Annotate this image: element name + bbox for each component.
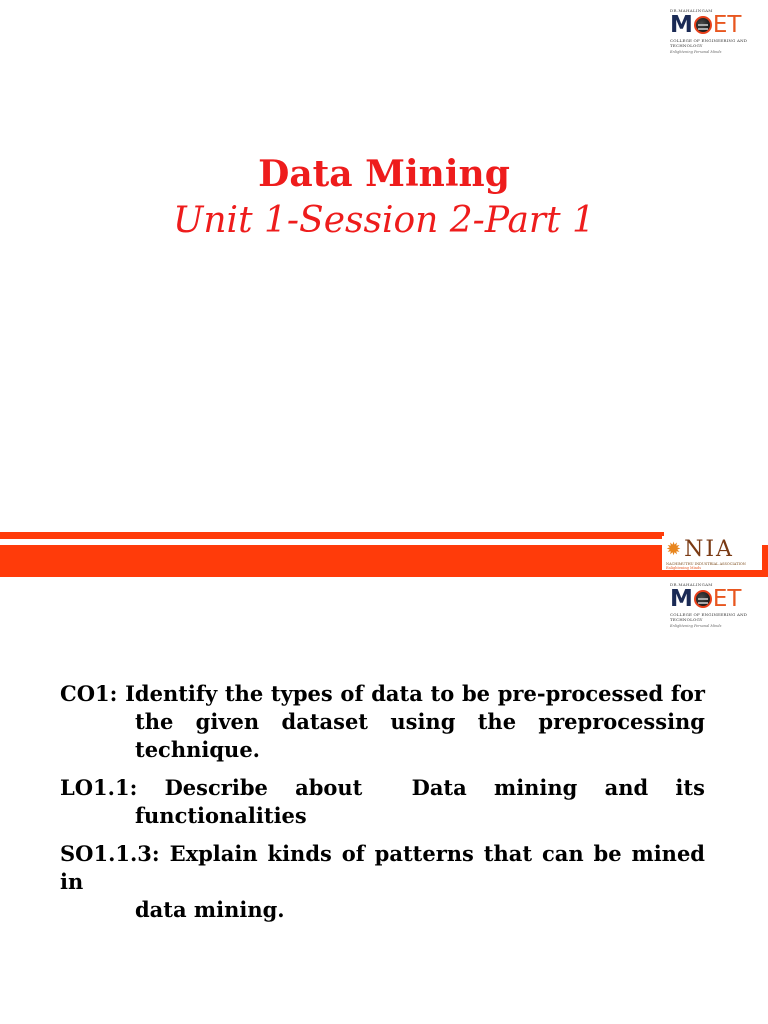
co1-line-3: technique.	[135, 737, 260, 762]
mcet-logo-tagline: Enlightening Personal Minds	[670, 624, 722, 628]
title-block	[0, 150, 768, 244]
lo11-word: LO1.1:	[60, 775, 138, 800]
mcet-logo-wordmark	[670, 13, 756, 37]
mcet-logo-et: ET	[712, 586, 742, 612]
nia-logo-wordmark	[666, 539, 762, 561]
nia-logo-text: NIA	[684, 537, 734, 562]
mcet-logo-m: M	[670, 586, 693, 612]
lo11-word: mining	[493, 775, 578, 800]
lo11-word: Data	[411, 775, 467, 800]
lo11-word: about	[295, 775, 363, 800]
objectives-slide	[0, 578, 768, 1024]
co1-line-1: CO1: Identify the types of data to be pre-processed for	[60, 681, 705, 706]
globe-icon	[694, 16, 712, 34]
mcet-logo-top-text: DR.MAHALINGAM	[670, 582, 713, 587]
lo11-word: its	[675, 775, 705, 800]
co1-line-2: the given dataset using the preprocessing	[135, 709, 705, 734]
lo11-line-2: functionalities	[135, 803, 307, 828]
so113-line-2: data mining.	[135, 897, 285, 922]
mcet-logo	[670, 8, 756, 54]
footer-stripe-thick	[0, 545, 768, 577]
lo11-line-1	[60, 774, 705, 802]
mcet-logo-subtitle: COLLEGE OF ENGINEERING AND TECHNOLOGY	[670, 612, 748, 622]
nia-logo	[662, 536, 762, 570]
mcet-logo-top-text: DR.MAHALINGAM	[670, 8, 713, 13]
slide-title: Data Mining	[258, 153, 510, 195]
session-outcome-so113	[60, 840, 705, 924]
nia-logo-tagline: Enlightening Minds	[666, 566, 701, 570]
mcet-logo-tagline: Enlightening Personal Minds	[670, 50, 722, 54]
globe-icon	[694, 590, 712, 608]
objectives-list	[60, 680, 705, 934]
footer-stripe-thin	[0, 532, 664, 539]
mcet-logo-m: M	[670, 12, 693, 38]
slide-subtitle: Unit 1-Session 2-Part 1	[173, 200, 595, 241]
nia-logo-subtitle-text: NACHIMUTHU INDUSTRIAL ASSOCIATION	[666, 562, 746, 566]
course-outcome-co1	[60, 680, 705, 764]
mcet-logo-subtitle: COLLEGE OF ENGINEERING AND TECHNOLOGY	[670, 38, 748, 48]
mcet-logo	[670, 582, 756, 628]
lo11-word: Describe	[164, 775, 268, 800]
sun-icon: ✹	[666, 539, 684, 560]
lo11-word: and	[604, 775, 649, 800]
mcet-logo-wordmark	[670, 587, 756, 611]
so113-line-1: SO1.1.3: Explain kinds of patterns that can be mined in	[60, 841, 705, 894]
nia-logo-subtitle	[666, 562, 762, 570]
learning-outcome-lo11	[60, 774, 705, 830]
mcet-logo-et: ET	[712, 12, 742, 38]
